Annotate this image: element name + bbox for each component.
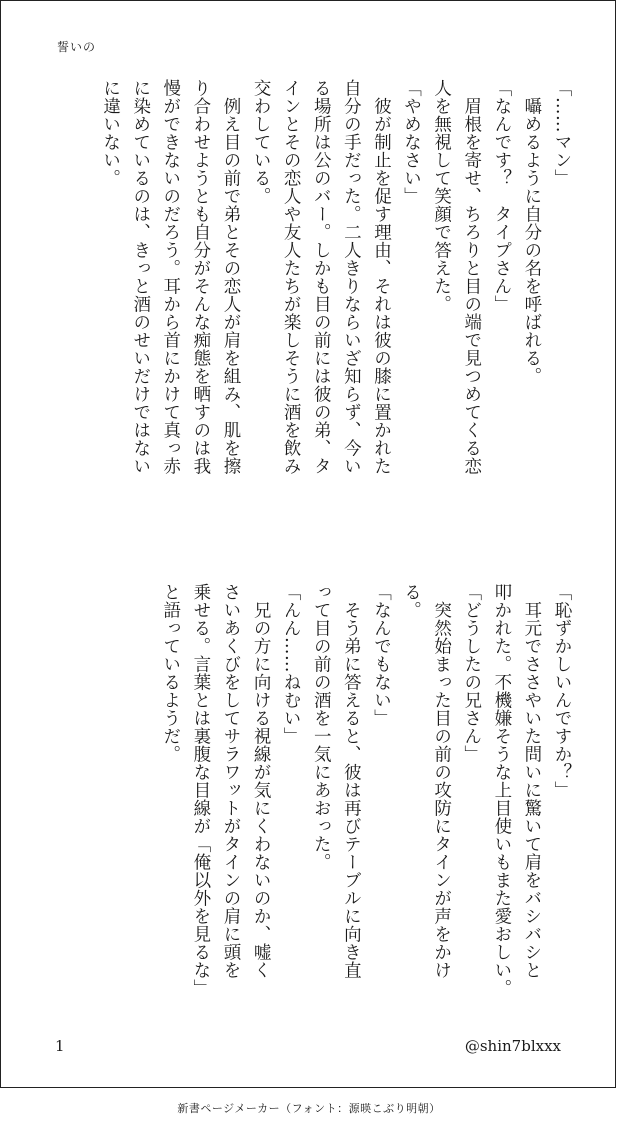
- text-line: インとその恋人や友人たちが楽しそうに酒を飲み: [281, 79, 302, 475]
- text-line: に違いない。: [100, 79, 121, 187]
- text-line: と語っているようだ。: [160, 583, 181, 763]
- text-line: 乗せる。言葉とは裏腹な目線が「俺以外を見るな」: [190, 583, 211, 997]
- text-line: 眉根を寄せ、ちろりと目の端で見つめてくる恋: [461, 79, 482, 475]
- text-line: 彼が制止を促す理由、それは彼の膝に置かれた: [371, 79, 392, 475]
- running-title: 誓いの: [57, 40, 97, 54]
- text-line: 「んん……ねむい」: [281, 583, 302, 745]
- page-number: 1: [55, 1037, 65, 1055]
- text-line: る。: [401, 583, 422, 619]
- text-line: 「恥ずかしいんですか？」: [552, 583, 572, 799]
- text-line: 「やめなさい」: [401, 79, 422, 205]
- text-line: 人を無視して笑顔で答えた。: [431, 79, 452, 313]
- text-line: に染めているのは、きっと酒のせいだけではない: [130, 79, 151, 475]
- text-line: って目の前の酒を一気にあおった。: [311, 583, 332, 871]
- generator-credit: 新書ページメーカー（フォント：源暎こぶり明朝）: [177, 1102, 441, 1115]
- text-line: 囁めるように自分の名を呼ばれる。: [521, 79, 542, 385]
- text-line: り合わせようとも自分がそんな痴態を晒すのは我: [190, 79, 211, 475]
- text-line: 突然始まった目の前の攻防にタインが声をかけ: [431, 583, 452, 979]
- text-line: 耳元でささやいた問いに驚いて肩をバシバシと: [521, 583, 542, 979]
- text-line: 交わしている。: [251, 79, 272, 205]
- text-line: さいあくびをしてサラワットがタインの肩に頭を: [220, 583, 241, 979]
- text-line: 自分の手だった。二人きりならいざ知らず、今い: [341, 79, 362, 475]
- lower-text-block: [156, 583, 577, 1013]
- text-line: 「なんです？ タイプさん」: [491, 79, 512, 313]
- author-handle: @shin7blxxx: [464, 1037, 561, 1055]
- text-line: そう弟に答えると、彼は再びテーブルに向き直: [341, 583, 362, 979]
- text-line: 叩かれた。不機嫌そうな上目使いもまた愛おしい。: [491, 583, 512, 997]
- text-line: 慢ができないのだろう。耳から首にかけて真っ赤: [160, 79, 181, 475]
- upper-text-block: [96, 79, 578, 519]
- text-line: る場所は公のバー。しかも目の前には彼の弟、タ: [311, 79, 332, 475]
- text-line: 兄の方に向ける視線が気にくわないのか、嘘く: [251, 583, 272, 979]
- text-line: 「……マン」: [552, 79, 572, 187]
- text-line: 「なんでもない」: [371, 583, 392, 727]
- text-line: 「どうしたの兄さん」: [461, 583, 482, 763]
- text-line: 例え目の前で弟とその恋人が肩を組み、肌を擦: [220, 79, 241, 475]
